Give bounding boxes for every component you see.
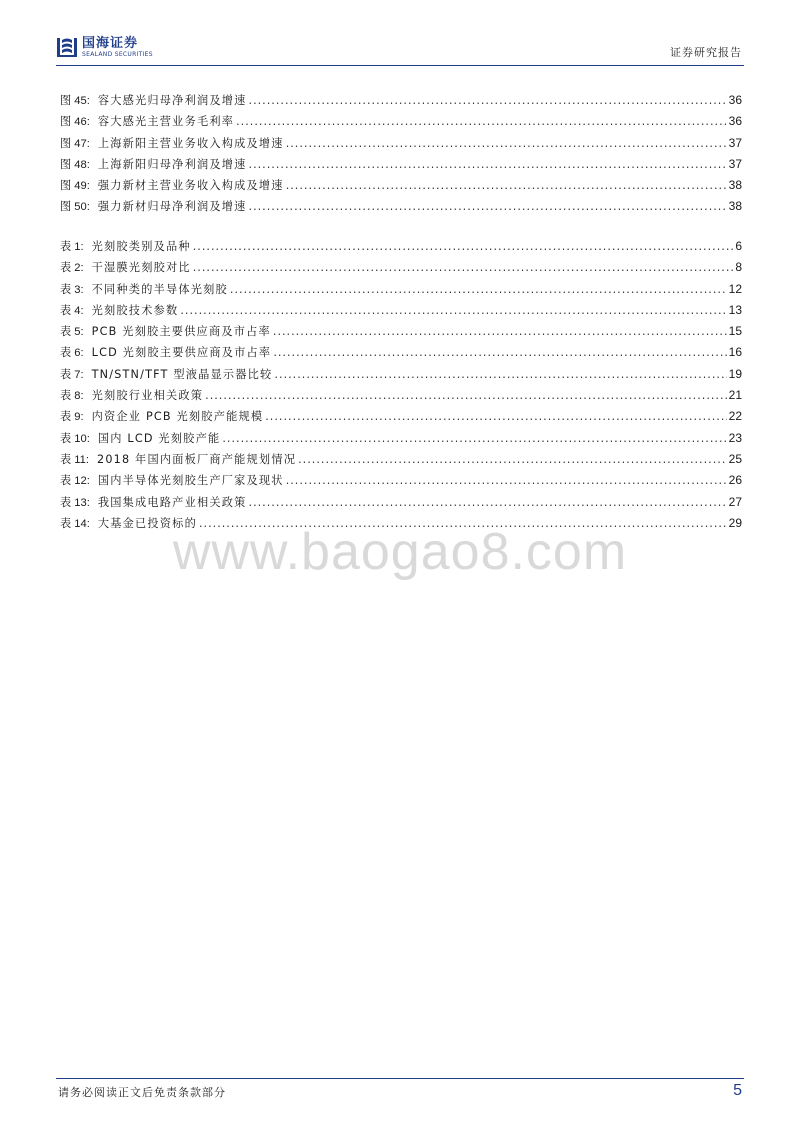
entry-page: 26 [728, 473, 742, 488]
entry-page: 36 [728, 114, 742, 129]
entry-number: 表 6: [60, 347, 84, 360]
entry-number: 表 14: [60, 517, 90, 530]
toc-entry[interactable] [60, 408, 742, 429]
entry-title: TN/STN/TFT 型液晶显示器比较 [91, 367, 273, 381]
toc-entry[interactable] [60, 302, 742, 323]
header-divider [56, 65, 744, 66]
entry-page: 22 [728, 409, 742, 424]
entry-number: 表 7: [60, 368, 84, 381]
dot-leader [249, 496, 727, 509]
dot-leader [193, 240, 734, 253]
entry-number: 表 8: [60, 390, 84, 403]
entry-title: 强力新材主营业务收入构成及增速 [97, 179, 284, 193]
dot-leader [249, 200, 727, 213]
entry-title: 光刻胶类别及品种 [91, 240, 191, 253]
entry-title: 国内半导体光刻胶生产厂家及现状 [97, 474, 284, 488]
company-logo [56, 36, 153, 58]
toc-entry[interactable] [60, 177, 742, 198]
entry-title: 上海新阳归母净利润及增速 [97, 157, 247, 171]
footer-divider [56, 1078, 744, 1079]
entry-page: 12 [728, 281, 742, 296]
entry-number: 表 1: [60, 241, 84, 253]
toc-entry[interactable] [60, 259, 742, 280]
toc-entry[interactable] [60, 366, 742, 387]
toc-entry[interactable] [60, 238, 742, 259]
toc-entry[interactable] [60, 494, 742, 515]
dot-leader [286, 179, 727, 192]
logo-chinese-name: 国海证券 [82, 35, 139, 51]
entry-number: 表 5: [60, 326, 84, 339]
dot-leader [286, 474, 727, 487]
entry-number: 图 48: [60, 158, 90, 171]
entry-title: 干湿膜光刻胶对比 [91, 261, 191, 275]
entry-page: 38 [728, 199, 742, 214]
entry-page: 38 [728, 178, 742, 193]
logo-english-name: SEALAND SECURITIES [82, 50, 153, 58]
dot-leader [230, 283, 727, 296]
entry-title: 光刻胶行业相关政策 [91, 389, 204, 403]
dot-leader [286, 137, 727, 150]
entry-title: 光刻胶技术参数 [91, 303, 179, 317]
entry-page: 21 [728, 388, 742, 403]
entry-number: 表 13: [60, 496, 90, 509]
toc-entry[interactable] [60, 451, 742, 472]
entry-number: 图 46: [60, 116, 90, 129]
entry-number: 表 3: [60, 283, 84, 296]
dot-leader [265, 410, 726, 423]
report-type-label: 证券研究报告 [670, 46, 742, 59]
dot-leader [205, 389, 727, 402]
watermark-text: www.baogao8.com [172, 523, 628, 581]
figure-index-list [60, 92, 742, 220]
table-index-list [60, 238, 742, 536]
entry-title: PCB 光刻胶主要供应商及市占率 [91, 325, 271, 339]
dot-leader [222, 432, 726, 445]
entry-page: 36 [728, 93, 742, 107]
entry-page: 15 [728, 324, 742, 339]
entry-title: 上海新阳主营业务收入构成及增速 [97, 136, 284, 150]
entry-title: 容大感光归母净利润及增速 [97, 94, 247, 107]
toc-entry[interactable] [60, 92, 742, 113]
entry-title: 大基金已投资标的 [97, 516, 197, 530]
entry-page: 27 [728, 494, 742, 509]
entry-number: 图 45: [60, 95, 90, 107]
dot-leader [180, 304, 726, 317]
entry-page: 37 [728, 135, 742, 150]
entry-title: 国内 LCD 光刻胶产能 [97, 431, 221, 445]
dot-leader [273, 325, 727, 338]
entry-page: 25 [728, 451, 742, 466]
entry-number: 表 11: [60, 453, 90, 466]
entry-page: 8 [735, 260, 742, 275]
entry-number: 表 4: [60, 304, 84, 317]
entry-number: 图 50: [60, 201, 90, 214]
entry-title: LCD 光刻胶主要供应商及市占率 [91, 346, 272, 360]
entry-page: 6 [735, 239, 742, 253]
entry-page: 13 [728, 302, 742, 317]
entry-page: 23 [728, 430, 742, 445]
entry-number: 图 49: [60, 180, 90, 193]
dot-leader [249, 94, 727, 107]
toc-entry[interactable] [60, 135, 742, 156]
entry-page: 16 [728, 345, 742, 360]
toc-entry[interactable] [60, 323, 742, 344]
page-header [0, 0, 800, 66]
entry-number: 表 12: [60, 475, 90, 488]
disclaimer-text: 请务必阅读正文后免责条款部分 [58, 1086, 226, 1099]
toc-entry[interactable] [60, 113, 742, 134]
toc-entry[interactable] [60, 472, 742, 493]
dot-leader [236, 115, 727, 128]
entry-number: 图 47: [60, 137, 90, 150]
entry-title: 我国集成电路产业相关政策 [97, 495, 247, 509]
entry-title: 强力新材归母净利润及增速 [97, 200, 247, 214]
entry-number: 表 10: [60, 432, 90, 445]
toc-entry[interactable] [60, 281, 742, 302]
dot-leader [298, 453, 727, 466]
dot-leader [273, 346, 726, 359]
toc-entry[interactable] [60, 387, 742, 408]
entry-page: 19 [728, 366, 742, 381]
dot-leader [274, 368, 726, 381]
entry-page: 37 [728, 156, 742, 171]
entry-title: 2018 年国内面板厂商产能规划情况 [97, 452, 297, 466]
page-number: 5 [733, 1082, 742, 1099]
entry-title: 内资企业 PCB 光刻胶产能规模 [91, 410, 264, 424]
entry-number: 表 2: [60, 262, 84, 275]
toc-entry[interactable] [60, 344, 742, 365]
dot-leader [249, 158, 727, 171]
sealand-logo-icon [56, 36, 78, 58]
entry-title: 不同种类的半导体光刻胶 [91, 282, 228, 296]
toc-entry[interactable] [60, 198, 742, 219]
toc-entry[interactable] [60, 156, 742, 177]
entry-number: 表 9: [60, 411, 84, 424]
dot-leader [193, 261, 734, 274]
toc-entry[interactable] [60, 430, 742, 451]
entry-page: 29 [728, 515, 742, 530]
entry-title: 容大感光主营业务毛利率 [97, 115, 235, 129]
